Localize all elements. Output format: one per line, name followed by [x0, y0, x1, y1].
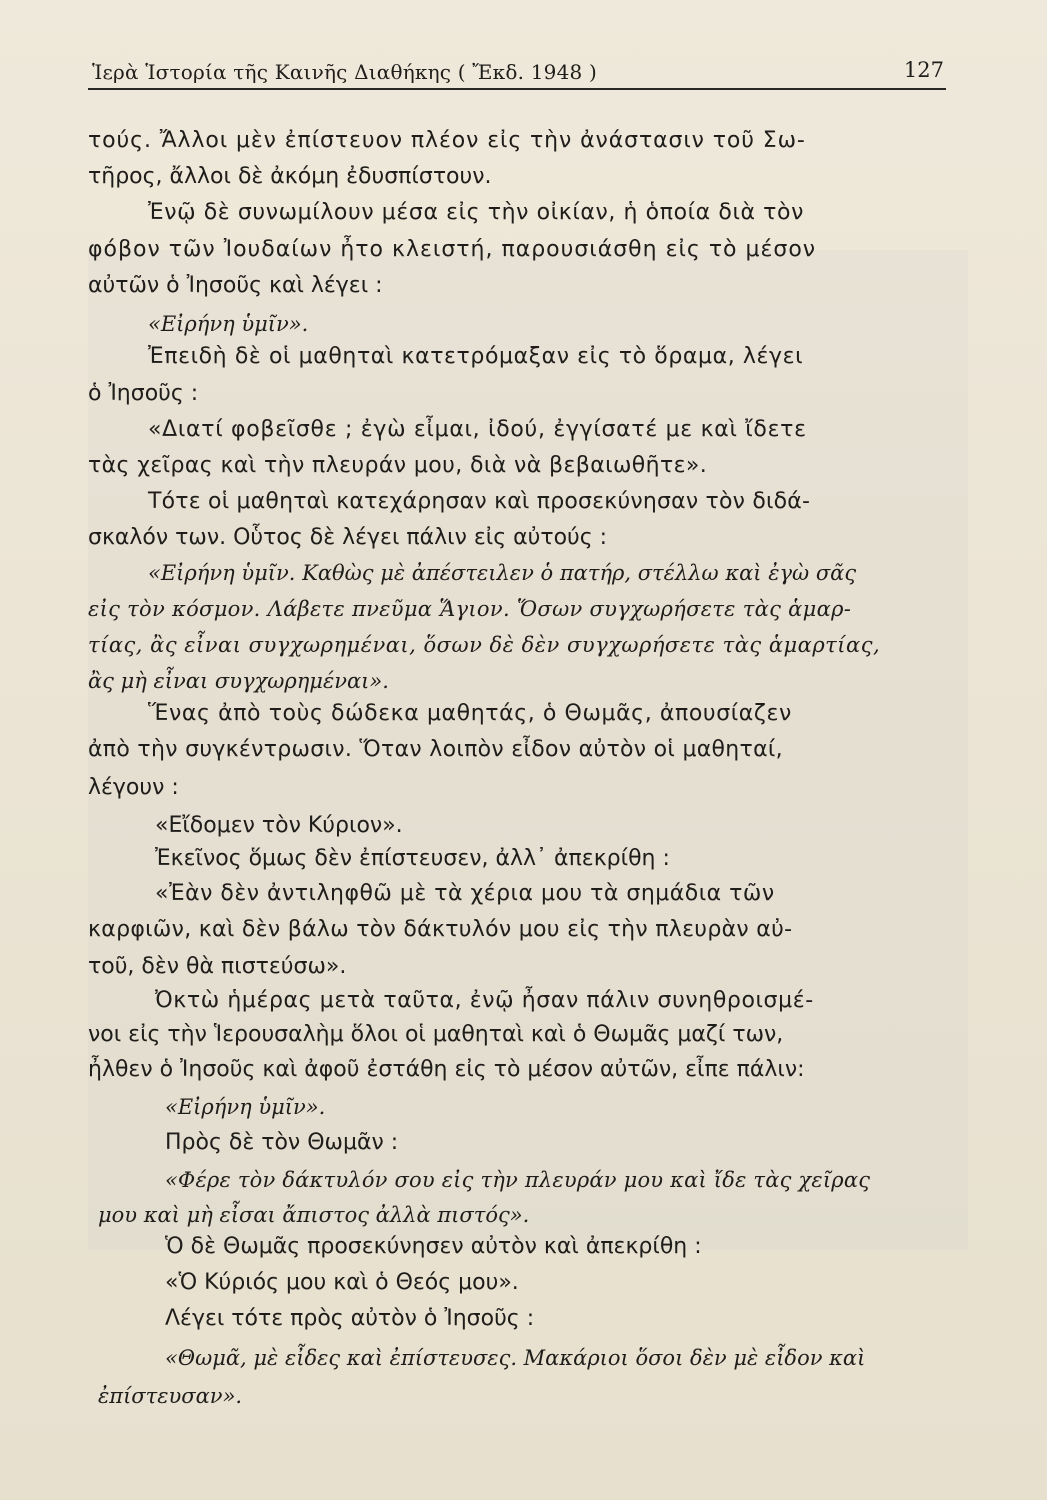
text-line-23: καρφιῶν, καὶ δὲν βάλω τὸν δάκτυλόν μου εἰς τὴν πλευρὰν αὐ- [88, 917, 793, 942]
text-line-6: «Εἰρήνη ὑμῖν». [148, 312, 309, 336]
page-header [88, 58, 946, 90]
text-line-1: τούς. Ἄλλοι μὲν ἐπίστευον πλέον εἰς τὴν ἀνάστασιν τοῦ Σω- [88, 128, 806, 153]
text-line-27: ἦλθεν ὁ Ἰησοῦς καὶ ἀφοῦ ἐστάθη εἰς τὸ μέσον αὐτῶν, εἶπε πάλιν: [88, 1057, 805, 1082]
running-title: Ἱερὰ Ἱστορία τῆς Καινῆς Διαθήκης ( Ἔκδ. 1948 ) [92, 60, 597, 84]
text-line-20: «Εἴδομεν τὸν Κύριον». [155, 813, 403, 838]
text-line-10: τὰς χεῖρας καὶ τὴν πλευράν μου, διὰ νὰ βεβαιωθῆτε». [88, 453, 708, 478]
text-line-26: νοι εἰς τὴν Ἱερουσαλὴμ ὅλοι οἱ μαθηταὶ καὶ ὁ Θωμᾶς μαζί των, [88, 1022, 784, 1047]
text-line-5: αὐτῶν ὁ Ἰησοῦς καὶ λέγει : [88, 273, 383, 298]
text-line-16: ἂς μὴ εἶναι συγχωρημέναι». [88, 669, 389, 693]
text-line-31: μου καὶ μὴ εἶσαι ἄπιστος ἀλλὰ πιστός». [98, 1203, 530, 1227]
text-line-33: «Ὁ Κύριός μου καὶ ὁ Θεός μου». [165, 1270, 519, 1295]
text-line-24: τοῦ, δὲν θὰ πιστεύσω». [88, 954, 347, 979]
text-line-19: λέγουν : [88, 775, 179, 800]
text-line-13: «Εἰρήνη ὑμῖν. Καθὼς μὲ ἀπέστειλεν ὁ πατήρ, στέλλω καὶ ἐγὼ σᾶς [148, 561, 857, 585]
text-line-4: φόβον τῶν Ἰουδαίων ἦτο κλειστή, παρουσιάσθη εἰς τὸ μέσον [88, 237, 817, 262]
text-line-14: εἰς τὸν κόσμον. Λάβετε πνεῦμα Ἅγιον. Ὅσων συγχωρήσετε τὰς ἁμαρ- [88, 597, 852, 621]
text-line-11: Τότε οἱ μαθηταὶ κατεχάρησαν καὶ προσεκύνησαν τὸν διδά- [148, 489, 811, 514]
text-line-30: «Φέρε τὸν δάκτυλόν σου εἰς τὴν πλευράν μου καὶ ἴδε τὰς χεῖρας [165, 1168, 871, 1192]
text-line-7: Ἐπειδὴ δὲ οἱ μαθηταὶ κατετρόμαξαν εἰς τὸ ὅραμα, λέγει [148, 344, 804, 369]
text-line-36: ἐπίστευσαν». [98, 1384, 243, 1408]
text-line-34: Λέγει τότε πρὸς αὐτὸν ὁ Ἰησοῦς : [165, 1306, 535, 1331]
text-line-28: «Εἰρήνη ὑμῖν». [165, 1095, 326, 1119]
text-line-29: Πρὸς δὲ τὸν Θωμᾶν : [165, 1130, 399, 1155]
text-line-15: τίας, ἂς εἶναι συγχωρημέναι, ὅσων δὲ δὲν συγχωρήσετε τὰς ἁμαρτίας, [88, 633, 881, 657]
page-number: 127 [903, 58, 944, 82]
text-line-18: ἀπὸ τὴν συγκέντρωσιν. Ὅταν λοιπὸν εἶδον αὐτὸν οἱ μαθηταί, [88, 737, 783, 762]
text-line-8: ὁ Ἰησοῦς : [88, 381, 199, 406]
text-line-17: Ἕνας ἀπὸ τοὺς δώδεκα μαθητάς, ὁ Θωμᾶς, ἀπουσίαζεν [148, 701, 792, 726]
text-line-22: «Ἐὰν δὲν ἀντιληφθῶ μὲ τὰ χέρια μου τὰ σημάδια τῶν [155, 881, 775, 906]
text-line-32: Ὁ δὲ Θωμᾶς προσεκύνησεν αὐτὸν καὶ ἀπεκρίθη : [165, 1234, 702, 1259]
text-line-9: «Διατί φοβεῖσθε ; ἐγὼ εἶμαι, ἰδού, ἐγγίσατέ με καὶ ἴδετε [148, 417, 807, 442]
text-line-35: «Θωμᾶ, μὲ εἶδες καὶ ἐπίστευσες. Μακάριοι ὅσοι δὲν μὲ εἶδον καὶ [165, 1346, 866, 1370]
text-line-25: Ὀκτὼ ἡμέρας μετὰ ταῦτα, ἐνῷ ἦσαν πάλιν συνηθροισμέ- [155, 988, 814, 1013]
text-line-12: σκαλόν των. Οὗτος δὲ λέγει πάλιν εἰς αὐτούς : [88, 525, 608, 550]
text-line-21: Ἐκεῖνος ὅμως δὲν ἐπίστευσεν, ἀλλ᾽ ἀπεκρίθη : [155, 846, 670, 871]
text-line-2: τῆρος, ἄλλοι δὲ ἀκόμη ἐδυσπίστουν. [88, 164, 492, 189]
text-line-3: Ἐνῷ δὲ συνωμίλουν μέσα εἰς τὴν οἰκίαν, ἡ ὁποία διὰ τὸν [148, 200, 804, 225]
